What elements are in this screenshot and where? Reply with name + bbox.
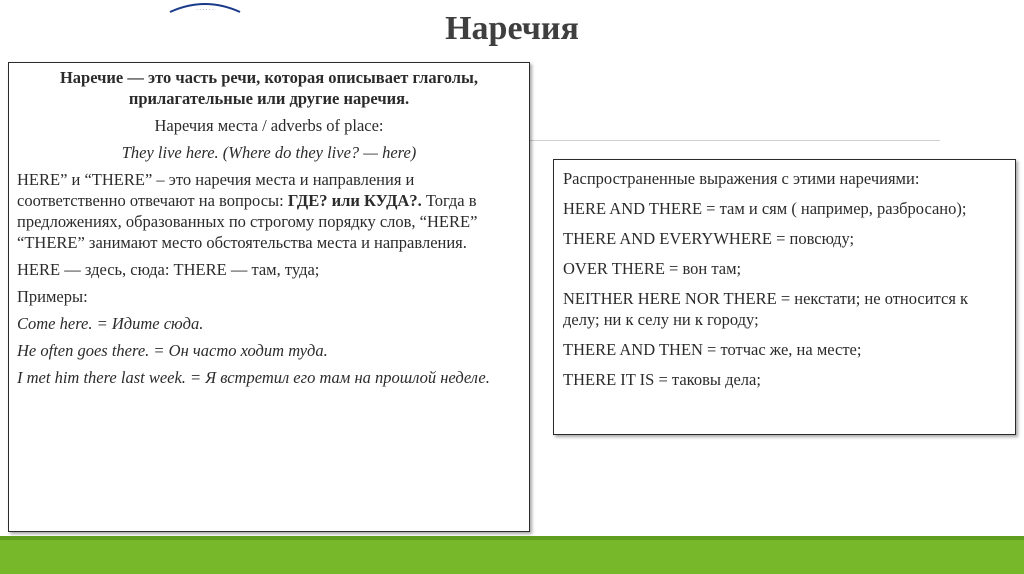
expression-item: OVER THERE = вон там; (563, 259, 742, 278)
here-word: HERE (17, 260, 61, 279)
right-text-box (553, 159, 1016, 435)
example-3: I met him there last week. = Я встретил его там на прошлой неделе. (17, 368, 490, 387)
slide-title: Наречия (445, 10, 579, 47)
explanation-part2: Тогда в предложениях, образованных по строгому порядку слов, “HERE” “THERE” занимают место обстоятельства места и направления. (17, 191, 478, 252)
expression-item: THERE AND THEN = тотчас же, на месте; (563, 340, 862, 359)
expression-item: HERE AND THERE = там и сям ( например, разбросано); (563, 199, 967, 218)
expression-item: THERE IT IS = таковы дела; (563, 370, 761, 389)
definition-line2: прилагательные или другие наречия. (128, 89, 410, 108)
explanation-part1: HERE” и “THERE” – это наречия места и направления и соответственно отвечают на вопросы: (17, 170, 415, 210)
expressions-heading: Распространенные выражения с этими наречиями: (563, 169, 920, 188)
divider-line (528, 140, 940, 141)
here-there-line (17, 259, 521, 280)
here-rest: — здесь, сюда: THERE — там, туда; (60, 260, 320, 279)
svg-text:· · · · · ·: · · · · · · (196, 7, 214, 13)
expression-item: THERE AND EVERYWHERE = повсюду; (563, 229, 855, 248)
definition (17, 67, 521, 109)
explanation (17, 169, 521, 253)
expression-item: NEITHER HERE NOR THERE = некстати; не относится к делу; ни к селу ни к городу; (563, 289, 969, 329)
footer-bar-edge (0, 536, 1024, 540)
place-heading: Наречия места / adverbs of place: (154, 116, 384, 135)
place-example: They live here. (Where do they live? — here) (121, 143, 417, 162)
example-1: Come here. = Идите сюда. (17, 314, 204, 333)
example-2: He often goes there. = Он часто ходит туда. (17, 341, 328, 360)
examples-label: Примеры: (17, 287, 88, 306)
left-text-box (8, 62, 530, 532)
explanation-bold: ГДЕ? или КУДА?. (287, 191, 422, 210)
footer-bar (0, 536, 1024, 574)
definition-line1: Наречие — это часть речи, которая описывает глаголы, (59, 68, 479, 87)
